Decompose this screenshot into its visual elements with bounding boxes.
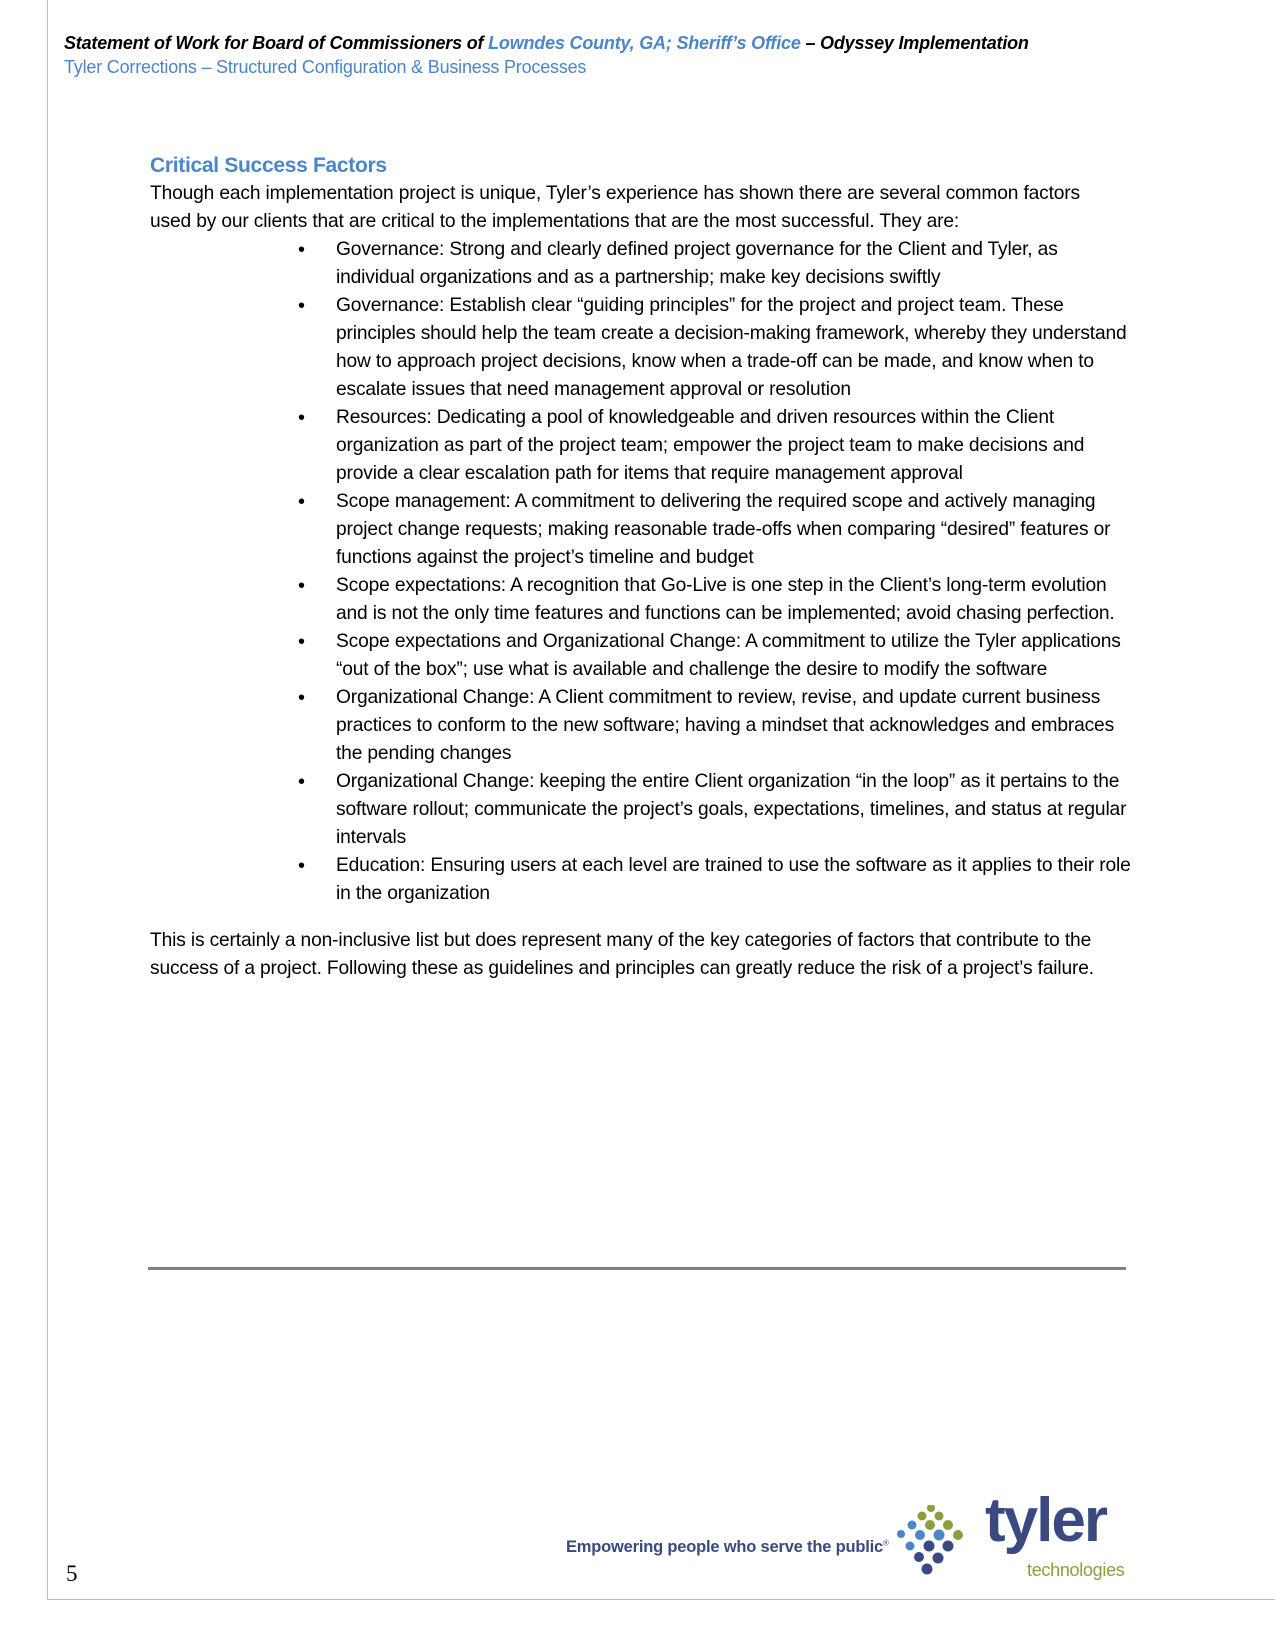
list-item-text: Governance: Strong and clearly defined project governance for the Client and Tyler, as individual organizations and as a partnership; make key decisions swiftly: [336, 239, 1058, 288]
header-title-client: Lowndes County, GA; Sheriff’s Office: [488, 33, 801, 53]
header-title-suffix: – Odyssey Implementation: [800, 33, 1029, 53]
list-item: [298, 236, 1131, 292]
registered-mark: ®: [882, 1538, 889, 1548]
bullet-icon: •: [298, 407, 305, 429]
header-subtitle: Tyler Corrections – Structured Configuration & Business Processes: [64, 57, 587, 77]
list-item: [298, 768, 1131, 852]
bullet-icon: •: [298, 687, 305, 709]
tyler-logo-dots-icon: [893, 1505, 973, 1585]
list-item-text: Resources: Dedicating a pool of knowledgeable and driven resources within the Client organization as part of the project team; empower the project team to make decisions and provide a clear escalation path for items that require management approval: [336, 407, 1085, 484]
header-title-prefix: Statement of Work for Board of Commissioners of: [64, 33, 489, 53]
bullet-icon: •: [298, 295, 305, 317]
list-item: [298, 404, 1131, 488]
list-item-text: Organizational Change: keeping the entire Client organization “in the loop” as it pertains to the software rollout; communicate the project’s goals, expectations, timelines, and status at regular intervals: [336, 771, 1127, 848]
list-item-text: Scope management: A commitment to delivering the required scope and actively managing project change requests; making reasonable trade-offs when comparing “desired” features or functions against the project’s timeline and budget: [336, 491, 1111, 568]
list-item-text: Scope expectations: A recognition that Go-Live is one step in the Client’s long-term evolution and is not the only time features and functions can be implemented; avoid chasing perfection.: [336, 575, 1115, 624]
document-header: [64, 31, 1214, 79]
intro-paragraph: Though each implementation project is unique, Tyler’s experience has shown there are several common factors used by our clients that are critical to the implementations that are the most successful. They are:: [150, 183, 1080, 232]
tagline: [566, 1538, 889, 1557]
list-item: [298, 684, 1131, 768]
tyler-logo-subtitle: technologies: [1027, 1560, 1125, 1580]
page-number: 5: [66, 1561, 78, 1586]
bullet-icon: •: [298, 575, 305, 597]
closing-paragraph: This is certainly a non-inclusive list but does represent many of the key categories of factors that contribute to the success of a project. Following these as guidelines and principles can greatly reduce the risk of a project’s failure.: [150, 930, 1094, 979]
section-heading: Critical Success Factors: [150, 154, 387, 177]
bullet-icon: •: [298, 631, 305, 653]
main-content: [150, 152, 1131, 983]
list-item: [298, 292, 1131, 404]
bullet-icon: •: [298, 239, 305, 261]
success-factors-list: [298, 236, 1131, 908]
list-item-text: Scope expectations and Organizational Change: A commitment to utilize the Tyler applications “out of the box”; use what is available and challenge the desire to modify the software: [336, 631, 1121, 680]
list-item-text: Education: Ensuring users at each level are trained to use the software as it applies to their role in the organization: [336, 855, 1131, 904]
bullet-icon: •: [298, 771, 305, 793]
page-bottom-border: [47, 1599, 1275, 1600]
page-left-border: [47, 0, 48, 1600]
list-item-text: Organizational Change: A Client commitment to review, revise, and update current business practices to conform to the new software; having a mindset that acknowledges and embraces the pending changes: [336, 687, 1115, 764]
bullet-icon: •: [298, 491, 305, 513]
list-item: [298, 572, 1131, 628]
list-item-text: Governance: Establish clear “guiding principles” for the project and project team. These principles should help the team create a decision-making framework, whereby they understand how to approach project decisions, know when a trade-off can be made, and know when to escalate issues that need management approval or resolution: [336, 295, 1127, 400]
footer-divider: [148, 1267, 1126, 1270]
list-item: [298, 628, 1131, 684]
tyler-logo-word: tyler: [985, 1486, 1106, 1555]
tagline-text: Empowering people who serve the public: [566, 1538, 883, 1556]
header-title: [64, 31, 1214, 55]
list-item: [298, 852, 1131, 908]
bullet-icon: •: [298, 855, 305, 877]
list-item: [298, 488, 1131, 572]
